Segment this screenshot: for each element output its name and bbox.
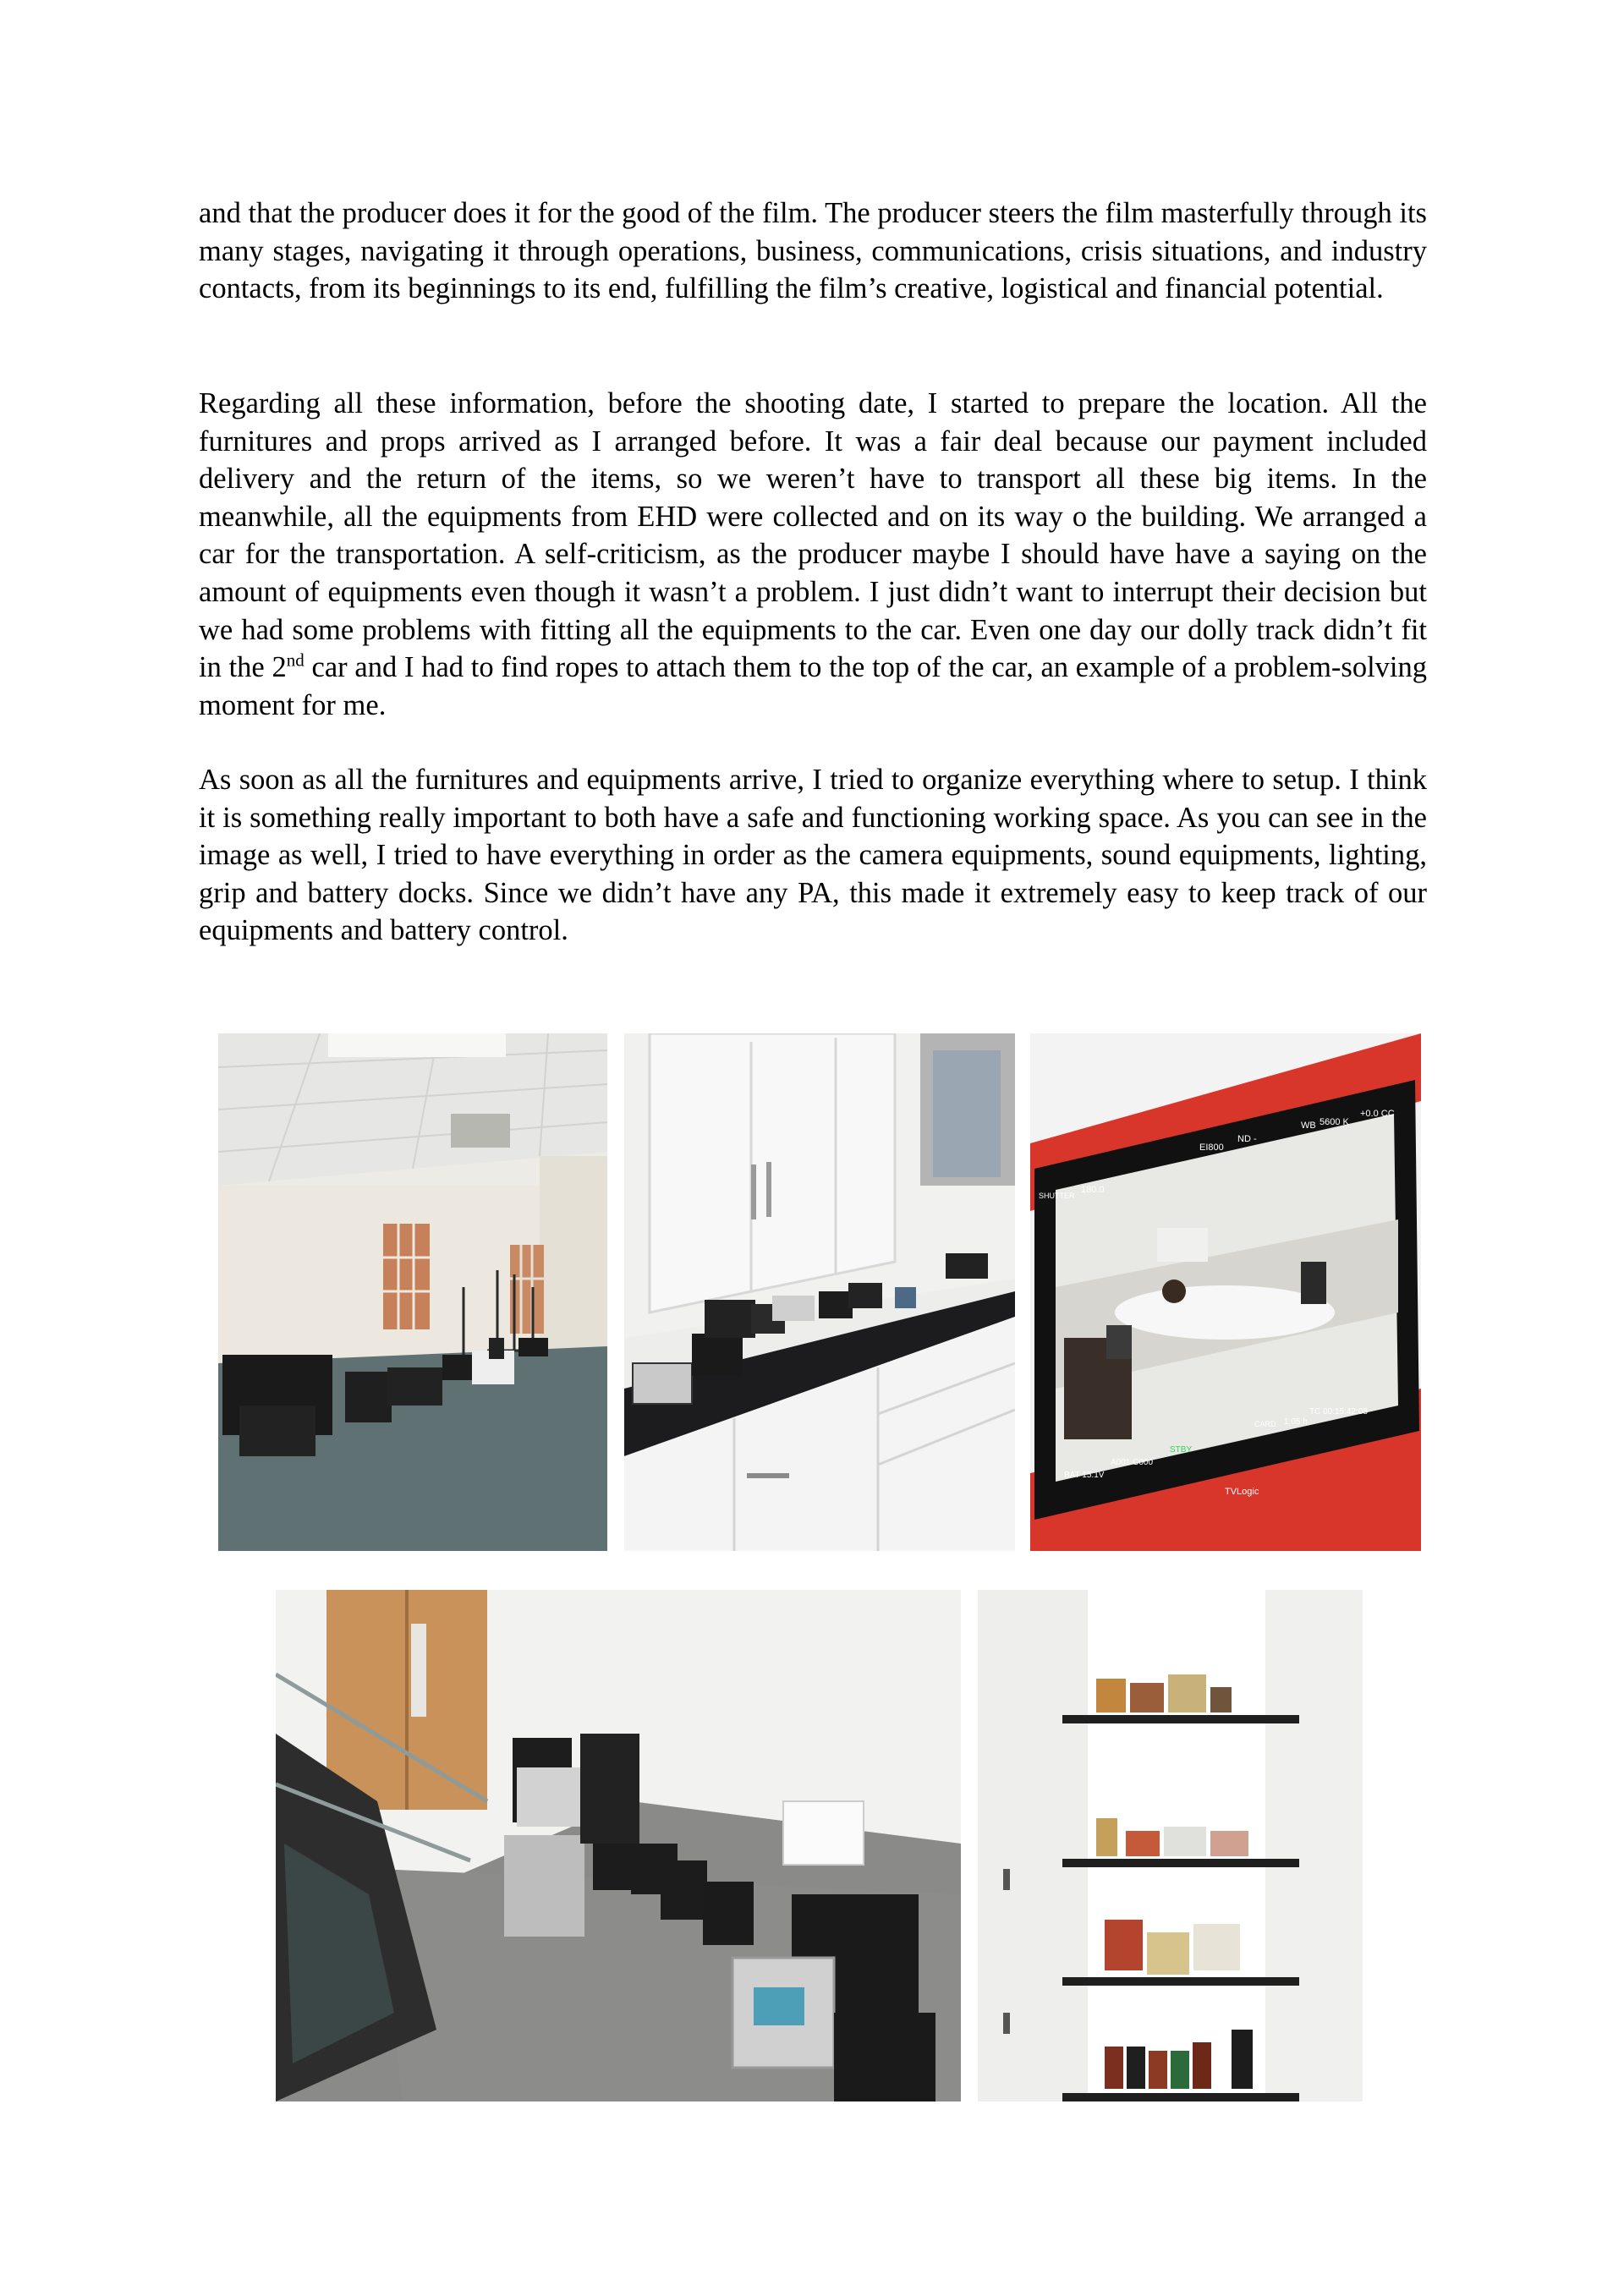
- paragraph-location-preparation-text-2: car and I had to find ropes to attach them to the top of the car, an example of a problem-solving moment for me.: [199, 651, 1427, 721]
- monitor-clip: A001 C000: [1111, 1458, 1154, 1467]
- monitor-card: CARD: [1254, 1420, 1276, 1428]
- monitor-remaining: 1:05 h: [1284, 1417, 1308, 1427]
- paragraph-location-preparation: [199, 385, 1427, 724]
- paragraph-equipment-organization: As soon as all the furnitures and equipments arrive, I tried to organize everything where to setup. I think it is something really important to both have a safe and functioning working space. As you can see in the image as well, I tried to have everything in order as the camera equipments, sound equipments, lighting, grip and battery docks. Since we didn’t have any PA, this made it extremely easy to keep track of our equipments and battery control.: [199, 764, 1427, 947]
- monitor-status: STBY: [1170, 1445, 1193, 1455]
- photo-office-equipment-setup: [218, 1033, 607, 1551]
- photo-stairwell-equipment: [276, 1590, 961, 2101]
- photo-camera-monitor: [1030, 1033, 1421, 1551]
- monitor-tint: +0.0 CC: [1360, 1109, 1395, 1119]
- monitor-kelvin: 5600 K: [1320, 1117, 1349, 1127]
- monitor-brand-logo: TVLogic: [1225, 1487, 1259, 1497]
- photo-kitchen-counter-equipment: [624, 1033, 1015, 1551]
- monitor-battery: BAT 15.1V: [1064, 1471, 1105, 1480]
- photo-snack-cupboard: [978, 1590, 1363, 2101]
- monitor-wb: WB: [1301, 1121, 1316, 1131]
- monitor-timecode: TC 00:15:42:08: [1309, 1407, 1368, 1417]
- monitor-nd: ND -: [1237, 1134, 1257, 1144]
- ordinal-suffix: nd: [286, 649, 304, 671]
- monitor-shutter-label: SHUTTER: [1039, 1192, 1075, 1200]
- paragraph-location-preparation-text-1: Regarding all these information, before the shooting date, I started to prepare the location. All the furnitures and props arrived as I arranged before. It was a fair deal because our payment included delivery and the return of the items, so we weren’t have to transport all these big items. In the meanwhile, all the equipments from EHD were collected and on its way o the building. We arranged a car for the transportation. A self-criticism, as the producer maybe I should have have a saying on the amount of equipments even though it wasn’t a problem. I just didn’t want to interrupt their decision but we had some problems with fitting all the equipments to the car. Even one day our dolly track didn’t fit in the 2: [199, 387, 1427, 684]
- monitor-shutter: 180.0: [1081, 1185, 1105, 1195]
- paragraph-producer-role: and that the producer does it for the good of the film. The producer steers the film masterfully through its many stages, navigating it through operations, business, communications, crisis situations, and industry contacts, from its beginnings to its end, fulfilling the film’s creative, logistical and financial potential.: [199, 197, 1427, 305]
- monitor-iso: EI800: [1199, 1143, 1224, 1153]
